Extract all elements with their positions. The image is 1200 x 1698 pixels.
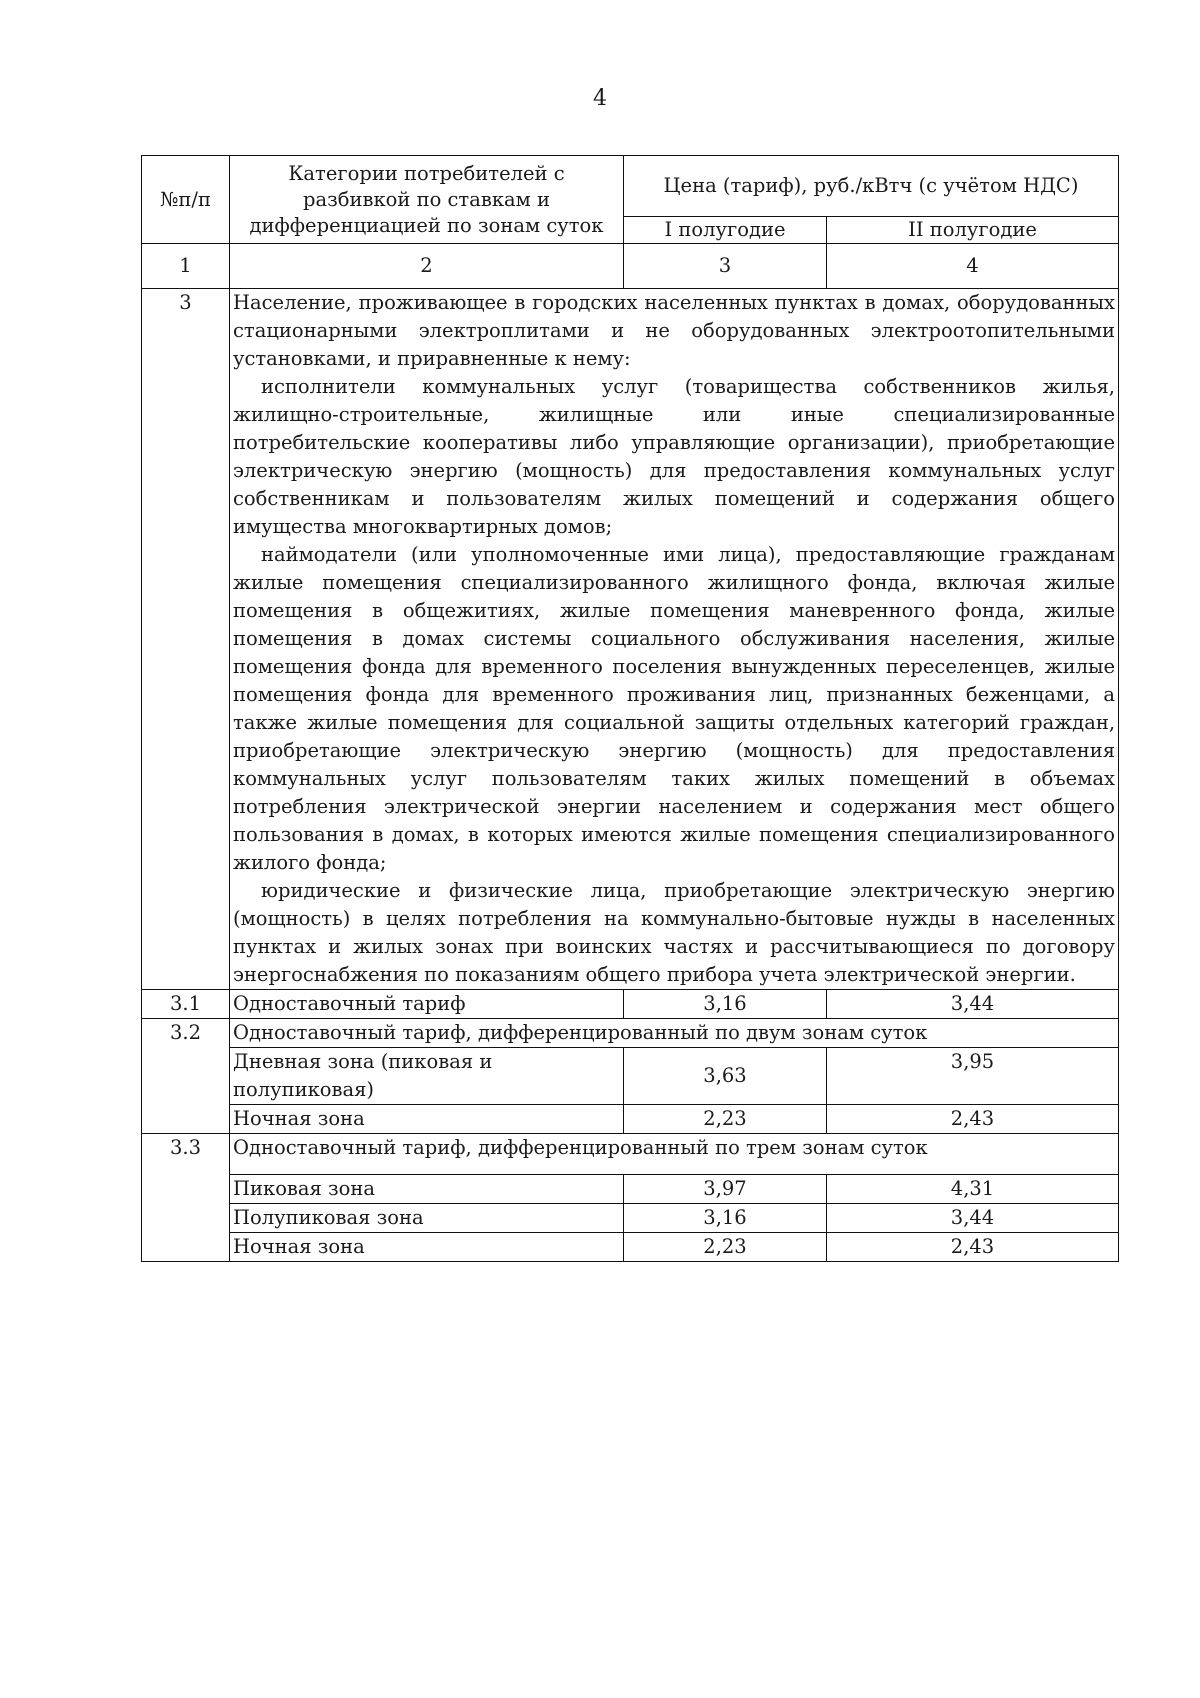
header-category: Категории потребителей с разбивкой по ставкам и дифференциацией по зонам суток bbox=[230, 156, 624, 244]
row-label: Ночная зона bbox=[230, 1233, 624, 1262]
column-number: 4 bbox=[827, 244, 1119, 289]
row-number: 3.3 bbox=[142, 1134, 230, 1262]
table-row bbox=[142, 990, 1119, 1019]
column-number: 1 bbox=[142, 244, 230, 289]
price-first-half: 3,63 bbox=[624, 1048, 827, 1105]
header-row bbox=[142, 156, 1119, 217]
column-number: 3 bbox=[624, 244, 827, 289]
price-first-half: 2,23 bbox=[624, 1233, 827, 1262]
price-second-half: 3,44 bbox=[827, 990, 1119, 1019]
page-number: 4 bbox=[593, 86, 607, 111]
price-second-half: 2,43 bbox=[827, 1105, 1119, 1134]
row-label: Ночная зона bbox=[230, 1105, 624, 1134]
subsection-title: Одноставочный тариф, дифференцированный по двум зонам суток bbox=[230, 1019, 1119, 1048]
section-paragraph: Население, проживающее в городских населенных пунктах в домах, оборудованных стационарными электроплитами и не оборудованных электроотопительными установками, и приравненные к нему: bbox=[233, 291, 1116, 370]
subsection-title: Одноставочный тариф, дифференцированный по трем зонам суток bbox=[230, 1134, 1119, 1175]
table-row bbox=[142, 1105, 1119, 1134]
row-label: Дневная зона (пиковая и полупиковая) bbox=[230, 1048, 624, 1105]
price-second-half: 3,95 bbox=[827, 1048, 1119, 1105]
header-second-half: II полугодие bbox=[827, 217, 1119, 244]
section-paragraph: исполнители коммунальных услуг (товарищества собственников жилья, жилищно-строительные, жилищные или иные специализированные потребительские кооперативы либо управляющие организации), приобретающие электрическую энергию (мощность) для предоставления коммунальных услуг собственникам и пользователям жилых помещений и содержания общего имущества многоквартирных домов; bbox=[233, 375, 1116, 538]
row-label: Полупиковая зона bbox=[230, 1204, 624, 1233]
row-label: Пиковая зона bbox=[230, 1175, 624, 1204]
table-row bbox=[142, 1175, 1119, 1204]
header-num: №п/п bbox=[142, 156, 230, 244]
subsection-title-row bbox=[142, 1134, 1119, 1175]
price-second-half: 3,44 bbox=[827, 1204, 1119, 1233]
section-paragraph: наймодатели (или уполномоченные ими лица), предоставляющие гражданам жилые помещения специализированного жилищного фонда, включая жилые помещения в общежитиях, жилые помещения маневренного фонда, жилые помещения в домах системы социального обслуживания населения, жилые помещения фонда для временного поселения вынужденных переселенцев, жилые помещения фонда для временного проживания лиц, признанных беженцами, а также жилые помещения для социальной защиты отдельных категорий граждан, приобретающие электрическую энергию (мощность) для предоставления коммунальных услуг пользователям таких жилых помещений в объемах потребления электрической энергии населением и содержания мест общего пользования в домах, в которых имеются жилые помещения специализированного жилого фонда; bbox=[233, 543, 1116, 874]
header-price: Цена (тариф), руб./кВтч (с учётом НДС) bbox=[624, 156, 1119, 217]
column-numbers-row bbox=[142, 244, 1119, 289]
header-first-half: I полугодие bbox=[624, 217, 827, 244]
tariff-table bbox=[141, 155, 1119, 1262]
table-row bbox=[142, 1204, 1119, 1233]
section-paragraph: юридические и физические лица, приобретающие электрическую энергию (мощность) в целях потребления на коммунально-бытовые нужды в населенных пунктах и жилых зонах при воинских частях и рассчитывающиеся по договору энергоснабжения по показаниям общего прибора учета электрической энергии. bbox=[233, 879, 1116, 986]
row-number: 3.2 bbox=[142, 1019, 230, 1134]
table-row bbox=[142, 1233, 1119, 1262]
row-number: 3.1 bbox=[142, 990, 230, 1019]
price-first-half: 2,23 bbox=[624, 1105, 827, 1134]
price-second-half: 4,31 bbox=[827, 1175, 1119, 1204]
row-label: Одноставочный тариф bbox=[230, 990, 624, 1019]
column-number: 2 bbox=[230, 244, 624, 289]
price-second-half: 2,43 bbox=[827, 1233, 1119, 1262]
price-first-half: 3,97 bbox=[624, 1175, 827, 1204]
section-row bbox=[142, 289, 1119, 990]
price-first-half: 3,16 bbox=[624, 1204, 827, 1233]
price-first-half: 3,16 bbox=[624, 990, 827, 1019]
section-description bbox=[230, 289, 1119, 990]
subsection-title-row bbox=[142, 1019, 1119, 1048]
table-row bbox=[142, 1048, 1119, 1105]
section-number: 3 bbox=[142, 289, 230, 990]
